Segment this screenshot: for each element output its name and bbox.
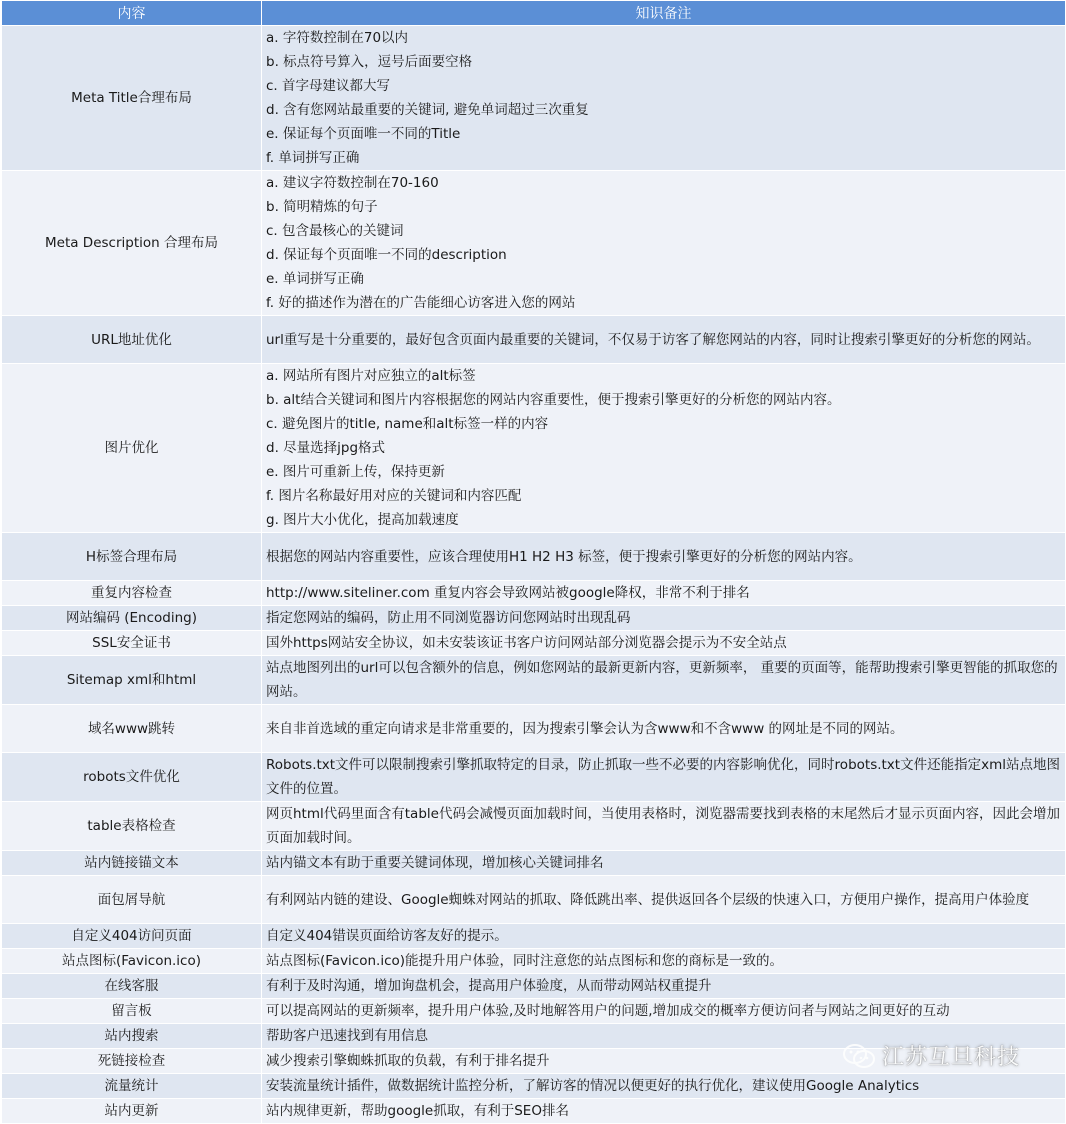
row-topic: 站内链接锚文本 <box>2 851 262 876</box>
note-line: a. 网站所有图片对应独立的alt标签 <box>266 368 476 384</box>
note-line: f. 单词拼写正确 <box>266 150 360 166</box>
table-row <box>2 974 1066 999</box>
row-notes <box>262 656 1066 705</box>
table-row <box>2 924 1066 949</box>
table-row <box>2 171 1066 316</box>
row-topic: Sitemap xml和html <box>2 656 262 705</box>
note-line: d. 含有您网站最重要的关键词, 避免单词超过三次重复 <box>266 102 589 118</box>
note-line: e. 图片可重新上传，保持更新 <box>266 464 445 480</box>
note-line: 有利网站内链的建设、Google蜘蛛对网站的抓取、降低跳出率、提供返回各个层级的快速入口，方便用户操作，提高用户体验度 <box>266 891 1030 908</box>
note-line: 站内锚文本有助于重要关键词体现，增加核心关键词排名 <box>266 855 604 871</box>
row-topic: 死链接检查 <box>2 1049 262 1074</box>
note-line: 网页html代码里面含有table代码会减慢页面加载时间，当使用表格时，浏览器需要找到表格的末尾然后才显示页面内容，因此会增加页面加载时间。 <box>266 806 1060 846</box>
column-header-notes: 知识备注 <box>262 1 1066 26</box>
table-row <box>2 999 1066 1024</box>
row-topic: 域名www跳转 <box>2 705 262 753</box>
note-line: 自定义404错误页面给访客友好的提示。 <box>266 928 508 944</box>
table-row <box>2 705 1066 753</box>
note-line: 来自非首选域的重定向请求是非常重要的，因为搜索引擎会认为含www和不含www 的网址是不同的网站。 <box>266 720 904 737</box>
table-row <box>2 802 1066 851</box>
row-notes <box>262 999 1066 1024</box>
row-notes <box>262 606 1066 631</box>
row-topic: 图片优化 <box>2 364 262 533</box>
seo-checklist-table <box>1 0 1066 1124</box>
row-notes <box>262 753 1066 802</box>
watermark-text: 江苏互旦科技 <box>882 1045 1021 1070</box>
row-notes <box>262 802 1066 851</box>
row-topic: H标签合理布局 <box>2 533 262 581</box>
note-line: 指定您网站的编码，防止用不同浏览器访问您网站时出现乱码 <box>266 610 631 626</box>
column-header-content: 内容 <box>2 1 262 26</box>
row-notes <box>262 581 1066 606</box>
note-line: c. 避免图片的title, name和alt标签一样的内容 <box>266 416 549 432</box>
row-topic: 流量统计 <box>2 1074 262 1099</box>
note-line: 根据您的网站内容重要性，应该合理使用H1 H2 H3 标签，便于搜索引擎更好的分析您的网站内容。 <box>266 548 862 565</box>
note-line: 站内规律更新，帮助google抓取，有利于SEO排名 <box>266 1103 569 1119</box>
row-topic: 面包屑导航 <box>2 876 262 924</box>
table-row <box>2 26 1066 171</box>
wechat-logo-icon <box>842 1042 876 1070</box>
row-notes <box>262 1074 1066 1099</box>
note-line: 安装流量统计插件，做数据统计监控分析，了解访客的情况以便更好的执行优化，建议使用Google Analytics <box>266 1078 920 1094</box>
row-topic: 重复内容检查 <box>2 581 262 606</box>
table-row <box>2 1099 1066 1124</box>
note-line: f. 好的描述作为潜在的广告能细心访客进入您的网站 <box>266 295 576 311</box>
row-topic: SSL安全证书 <box>2 631 262 656</box>
note-line: 国外https网站安全协议，如未安装该证书客户访问网站部分浏览器会提示为不安全站点 <box>266 635 787 651</box>
row-notes <box>262 533 1066 581</box>
table-row <box>2 876 1066 924</box>
note-line: 有利于及时沟通，增加询盘机会，提高用户体验度，从而带动网站权重提升 <box>266 978 712 994</box>
table-row <box>2 851 1066 876</box>
row-topic: 自定义404访问页面 <box>2 924 262 949</box>
table-header-row <box>2 1 1066 26</box>
row-notes <box>262 949 1066 974</box>
table-row <box>2 631 1066 656</box>
note-line: d. 尽量选择jpg格式 <box>266 440 386 456</box>
row-notes <box>262 631 1066 656</box>
note-line: f. 图片名称最好用对应的关键词和内容匹配 <box>266 488 522 504</box>
row-topic: Meta Description 合理布局 <box>2 171 262 316</box>
note-line: g. 图片大小优化，提高加载速度 <box>266 512 459 528</box>
note-line: b. 简明精炼的句子 <box>266 199 378 215</box>
table-row <box>2 753 1066 802</box>
row-notes <box>262 705 1066 753</box>
watermark <box>842 1040 1020 1071</box>
table-row <box>2 1074 1066 1099</box>
row-topic: 留言板 <box>2 999 262 1024</box>
row-notes <box>262 1099 1066 1124</box>
row-topic: 站内搜索 <box>2 1024 262 1049</box>
note-line: http://www.siteliner.com 重复内容会导致网站被google降权，非常不利于排名 <box>266 585 750 601</box>
row-notes <box>262 974 1066 999</box>
note-line: 减少搜索引擎蜘蛛抓取的负载，有利于排名提升 <box>266 1053 550 1069</box>
note-line: Robots.txt文件可以限制搜索引擎抓取特定的目录，防止抓取一些不必要的内容影响优化，同时robots.txt文件还能指定xml站点地图文件的位置。 <box>266 757 1060 797</box>
note-line: 帮助客户迅速找到有用信息 <box>266 1028 428 1044</box>
row-topic: Meta Title合理布局 <box>2 26 262 171</box>
note-line: 站点图标(Favicon.ico)能提升用户体验，同时注意您的站点图标和您的商标是一致的。 <box>266 953 784 969</box>
row-notes <box>262 364 1066 533</box>
note-line: 可以提高网站的更新频率，提升用户体验,及时地解答用户的问题,增加成交的概率方便访问者与网站之间更好的互动 <box>266 1003 950 1019</box>
note-line: 站点地图列出的url可以包含额外的信息，例如您网站的最新更新内容，更新频率， 重要的页面等，能帮助搜索引擎更智能的抓取您的网站。 <box>266 660 1058 700</box>
row-topic: 站点图标(Favicon.ico) <box>2 949 262 974</box>
table-row <box>2 581 1066 606</box>
row-notes <box>262 316 1066 364</box>
table-row <box>2 316 1066 364</box>
row-notes <box>262 851 1066 876</box>
row-topic: URL地址优化 <box>2 316 262 364</box>
note-line: url重写是十分重要的，最好包含页面内最重要的关键词，不仅易于访客了解您网站的内容，同时让搜索引擎更好的分析您的网站。 <box>266 331 1040 348</box>
note-line: a. 建议字符数控制在70-160 <box>266 175 439 191</box>
note-line: a. 字符数控制在70以内 <box>266 30 409 46</box>
note-line: b. 标点符号算入，逗号后面要空格 <box>266 54 473 70</box>
table-row <box>2 364 1066 533</box>
table-row <box>2 949 1066 974</box>
row-topic: 网站编码 (Encoding) <box>2 606 262 631</box>
row-topic: table表格检查 <box>2 802 262 851</box>
note-line: e. 单词拼写正确 <box>266 271 364 287</box>
row-notes <box>262 26 1066 171</box>
note-line: d. 保证每个页面唯一不同的description <box>266 247 507 263</box>
row-topic: 站内更新 <box>2 1099 262 1124</box>
table-row <box>2 606 1066 631</box>
table-row <box>2 656 1066 705</box>
row-notes <box>262 171 1066 316</box>
note-line: c. 包含最核心的关键词 <box>266 223 404 239</box>
note-line: b. alt结合关键词和图片内容根据您的网站内容重要性，便于搜索引擎更好的分析您的网站内容。 <box>266 392 841 408</box>
note-line: c. 首字母建议都大写 <box>266 78 391 94</box>
row-topic: robots文件优化 <box>2 753 262 802</box>
table-row <box>2 533 1066 581</box>
row-notes <box>262 924 1066 949</box>
row-notes <box>262 876 1066 924</box>
note-line: e. 保证每个页面唯一不同的Title <box>266 126 461 142</box>
row-topic: 在线客服 <box>2 974 262 999</box>
